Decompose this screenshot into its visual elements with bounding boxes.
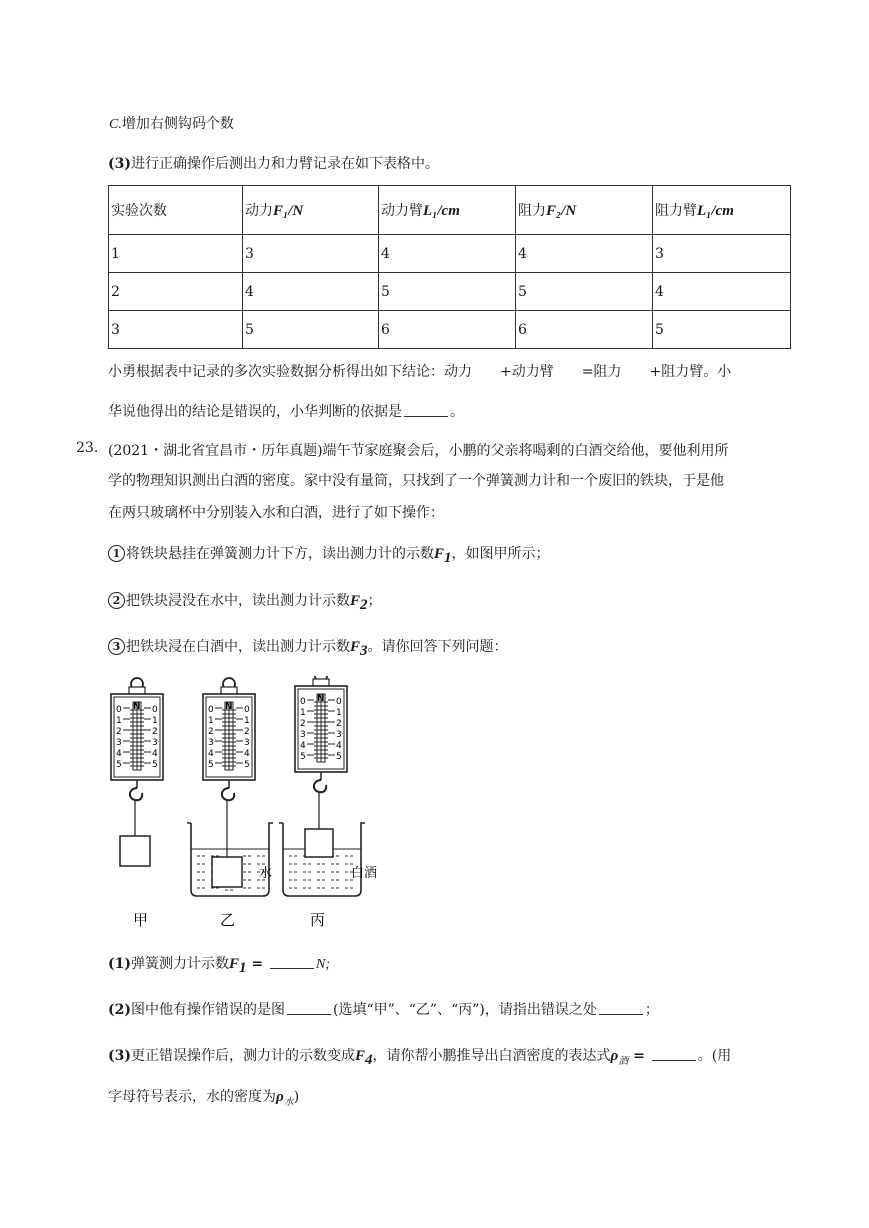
svg-text:3: 3 [208, 738, 214, 748]
water-label: 水 [259, 866, 273, 881]
table-header-row [109, 186, 791, 235]
conclusion-line-1: 小勇根据表中记录的多次实验数据分析得出如下结论：动力 +动力臂 =阻力 +阻力臂。小 [108, 364, 732, 380]
answer-blank[interactable] [652, 1048, 696, 1061]
question-23-line-2: 学的物理知识测出白酒的密度。家中没有量筒，只找到了一个弹簧测力计和一个废旧的铁块，于是他 [108, 473, 724, 489]
table-cell: 4 [379, 235, 516, 273]
svg-text:4: 4 [152, 749, 158, 759]
step-number-icon: 3 [108, 638, 125, 655]
spring-scale-bing [279, 676, 377, 896]
question-number: (3) [108, 156, 131, 172]
option-letter: C. [109, 117, 122, 132]
svg-text:4: 4 [208, 749, 214, 759]
svg-text:0: 0 [244, 705, 250, 715]
answer-blank[interactable] [599, 1002, 643, 1015]
table-cell: 6 [516, 311, 653, 349]
svg-text:5: 5 [244, 760, 250, 770]
table-cell: 4 [516, 235, 653, 273]
option-c [109, 113, 234, 133]
table-cell: 3 [653, 235, 791, 273]
table-header-cell: 实验次数 [109, 186, 243, 235]
sub-question-3-line-2: 字母符号表示，水的密度为$\rho_水$) [108, 1089, 300, 1108]
svg-text:5: 5 [300, 752, 306, 762]
table-cell: 5 [243, 311, 379, 349]
sub-question-3: (3)更正错误操作后，测力计的示数变成$F_4$，请你帮小鹏推导出白酒密度的表达式$\rho_酒$ = 。(用 [108, 1048, 732, 1068]
table-header-cell: 动力臂L₁/cm [379, 186, 516, 235]
caption-yi: 乙 [220, 911, 236, 929]
table-cell: 5 [516, 273, 653, 311]
svg-text:5: 5 [208, 760, 214, 770]
svg-text:0: 0 [336, 697, 342, 707]
conclusion-text: 华说他得出的结论是错误的，小华判断的依据是 [108, 404, 402, 420]
table-header-cell: 动力F₁/N [243, 186, 379, 235]
sub-question-1: (1)弹簧测力计示数$F_1 = N$; [108, 956, 330, 976]
question-23-line-1: (2021・湖北省宜昌市・历年真题)端午节家庭聚会后，小鹏的父亲将喝剩的白酒交给他，要他利用所 [108, 443, 729, 459]
svg-text:N: N [317, 694, 325, 704]
svg-text:N: N [225, 702, 233, 712]
svg-text:3: 3 [336, 730, 342, 740]
table-cell: 3 [243, 235, 379, 273]
step-2: 2 把铁块浸没在水中，读出测力计示数$F_2$； [108, 590, 382, 614]
answer-blank[interactable] [287, 1002, 331, 1015]
table-header-cell: 阻力臂L₁/cm [653, 186, 791, 235]
svg-text:5: 5 [336, 752, 342, 762]
svg-text:4: 4 [336, 741, 342, 751]
svg-text:3: 3 [300, 730, 306, 740]
spring-scale-yi [187, 678, 273, 896]
svg-text:4: 4 [116, 749, 122, 759]
option-text: 增加右侧钩码个数 [121, 116, 234, 132]
answer-blank[interactable] [404, 404, 448, 417]
svg-text:1: 1 [116, 716, 122, 726]
svg-text:1: 1 [244, 716, 250, 726]
table-row [109, 311, 791, 349]
question-text: 进行正确操作后测出力和力臂记录在如下表格中。 [131, 156, 439, 172]
svg-text:2: 2 [300, 719, 306, 729]
question-3-intro [108, 153, 439, 173]
liquor-label: 白酒 [351, 866, 378, 881]
svg-text:3: 3 [116, 738, 122, 748]
step-number-icon: 1 [108, 545, 125, 562]
iron-block [120, 836, 150, 866]
table-cell: 1 [109, 235, 243, 273]
svg-text:5: 5 [152, 760, 158, 770]
svg-text:4: 4 [300, 741, 306, 751]
svg-text:5: 5 [116, 760, 122, 770]
caption-bing: 丙 [310, 911, 326, 929]
conclusion-line-2 [108, 401, 464, 421]
table-cell: 6 [379, 311, 516, 349]
svg-text:N: N [133, 702, 141, 712]
svg-text:1: 1 [336, 708, 342, 718]
table-cell: 4 [243, 273, 379, 311]
svg-text:2: 2 [244, 727, 250, 737]
table-cell: 4 [653, 273, 791, 311]
iron-block [305, 829, 333, 857]
svg-text:0: 0 [208, 705, 214, 715]
svg-text:2: 2 [152, 727, 158, 737]
step-number-icon: 2 [108, 592, 125, 609]
lever-data-table [108, 185, 791, 349]
spring-scale-jia [111, 678, 163, 866]
spring-scale-figure [100, 676, 390, 936]
svg-text:2: 2 [208, 727, 214, 737]
conclusion-end: 。 [450, 404, 464, 420]
table-header-cell: 阻力F₂/N [516, 186, 653, 235]
svg-text:3: 3 [152, 738, 158, 748]
svg-text:1: 1 [152, 716, 158, 726]
table-cell: 3 [109, 311, 243, 349]
table-cell: 5 [379, 273, 516, 311]
svg-text:4: 4 [244, 749, 250, 759]
svg-text:2: 2 [336, 719, 342, 729]
svg-text:3: 3 [244, 738, 250, 748]
table-cell: 2 [109, 273, 243, 311]
caption-jia: 甲 [133, 911, 149, 929]
svg-text:1: 1 [300, 708, 306, 718]
question-23-number: 23. [76, 440, 99, 456]
answer-blank[interactable] [270, 956, 314, 969]
step-1: 1 将铁块悬挂在弹簧测力计下方，读出测力计的示数$F_1$，如图甲所示； [108, 543, 550, 567]
svg-text:2: 2 [116, 727, 122, 737]
svg-text:0: 0 [116, 705, 122, 715]
svg-text:1: 1 [208, 716, 214, 726]
iron-block [212, 857, 242, 887]
table-row [109, 235, 791, 273]
question-23-line-3: 在两只玻璃杯中分别装入水和白酒，进行了如下操作： [108, 505, 444, 521]
step-3: 3 把铁块浸在白酒中，读出测力计示数$F_3$。请你回答下列问题： [108, 636, 508, 660]
sub-question-2: (2)图中他有操作错误的是图 (选填“甲”、“乙”、“丙”)，请指出错误之处 ； [108, 1002, 659, 1018]
table-cell: 5 [653, 311, 791, 349]
table-row [109, 273, 791, 311]
svg-text:0: 0 [152, 705, 158, 715]
svg-text:0: 0 [300, 697, 306, 707]
